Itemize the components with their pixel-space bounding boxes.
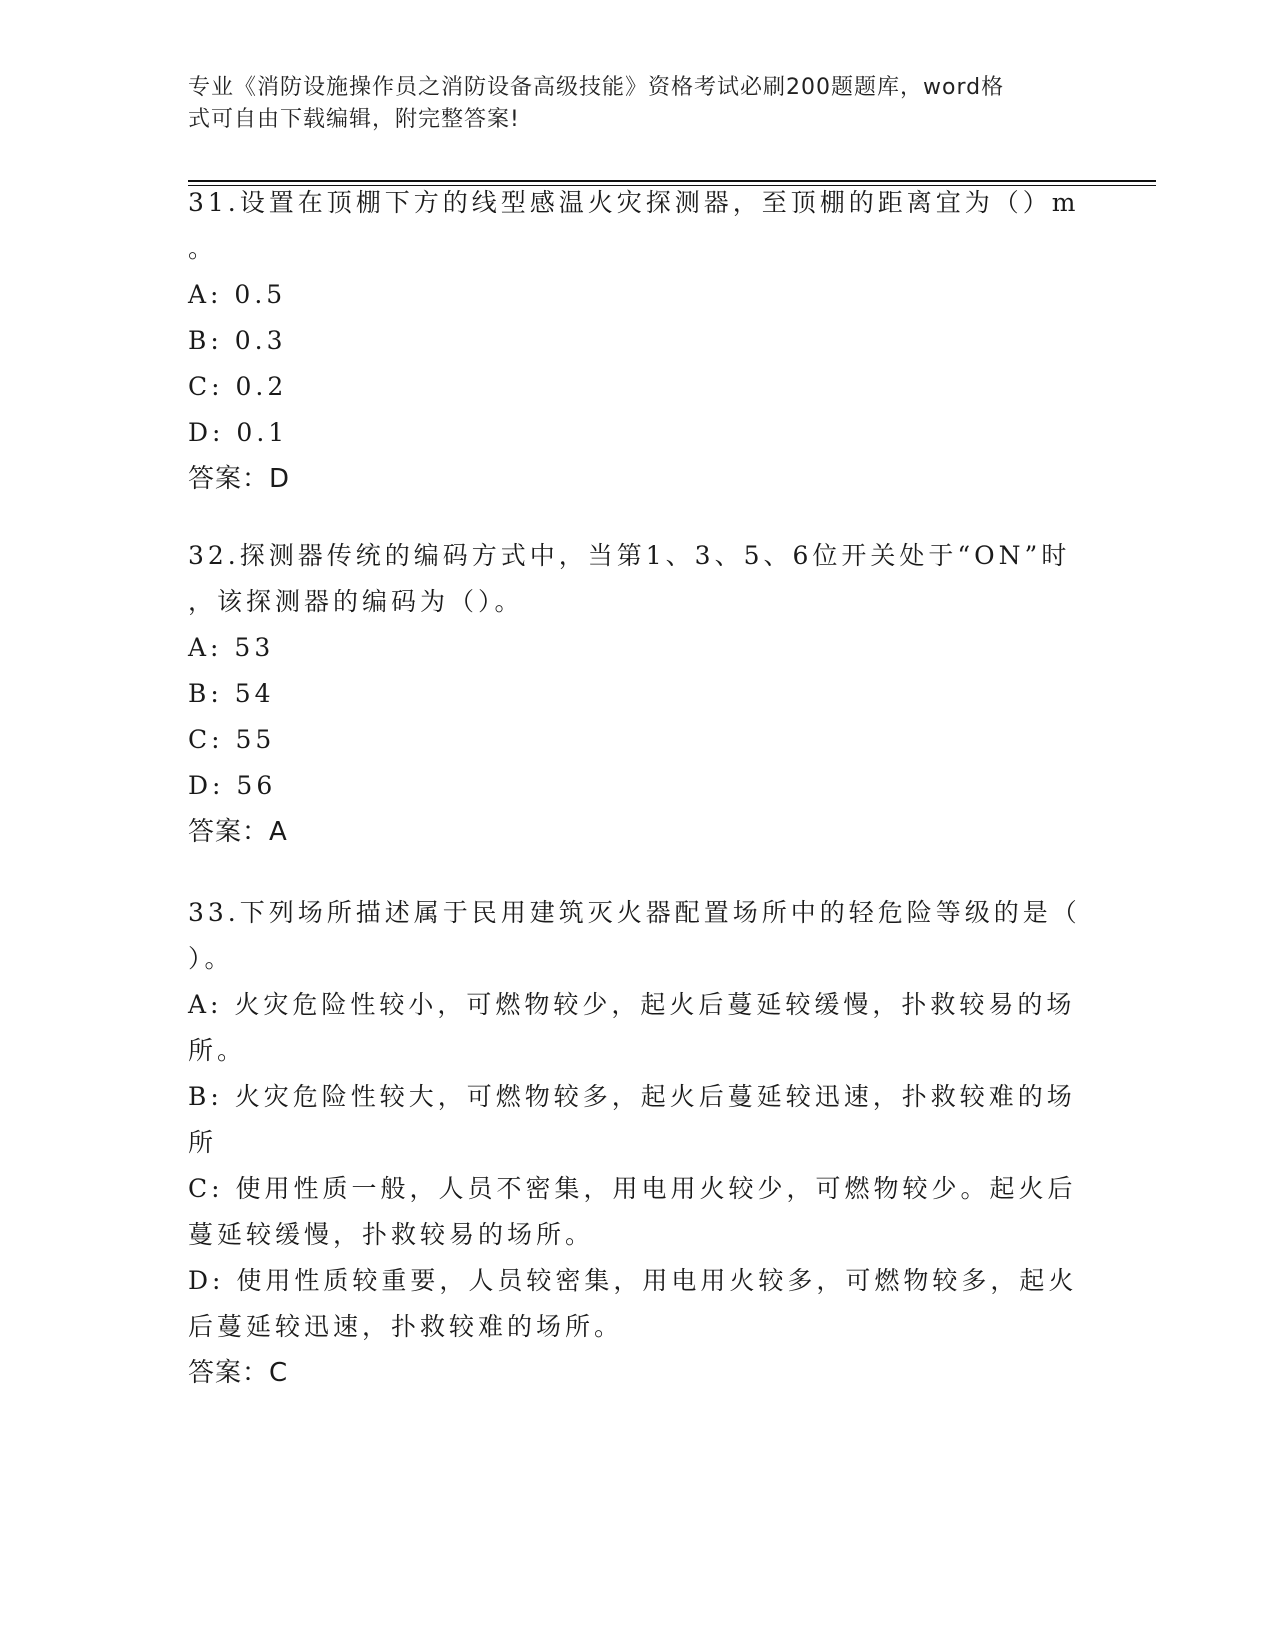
option-d-line-2: 后蔓延较迅速，扑救较难的场所。 (188, 1312, 624, 1341)
option-b-line-1: B: 火灾危险性较大，可燃物较多，起火后蔓延较迅速，扑救较难的场 (188, 1082, 1076, 1111)
header-line-1: 专业《消防设施操作员之消防设备高级技能》资格考试必刷200题题库，word格 (188, 75, 1005, 100)
option-c-line-1: C: 使用性质一般，人员不密集，用电用火较少，可燃物较少。起火后 (188, 1174, 1077, 1203)
header-line-2: 式可自由下载编辑，附完整答案! (188, 107, 520, 132)
option-a: A: 0.5 (188, 280, 287, 309)
option-b: B: 0.3 (188, 326, 287, 355)
answer-label: 答案：C (188, 1358, 289, 1388)
answer-label: 答案：D (188, 464, 291, 494)
option-d: D: 0.1 (188, 418, 289, 447)
question-31 (188, 180, 1088, 502)
question-stem-line-2: ）。 (188, 944, 234, 973)
question-stem-line-1: 31.设置在顶棚下方的线型感温火灾探测器，至顶棚的距离宜为（）m (188, 188, 1080, 217)
option-c: C: 55 (188, 725, 276, 754)
option-a: A: 53 (188, 633, 275, 662)
option-c (188, 1166, 1088, 1258)
option-b (188, 1074, 1088, 1166)
option-c-line-2: 蔓延较缓慢，扑救较易的场所。 (188, 1220, 595, 1249)
question-32 (188, 533, 1088, 855)
question-stem-line-2: 。 (188, 234, 218, 263)
answer-label: 答案：A (188, 817, 288, 847)
option-d-line-1: D: 使用性质较重要，人员较密集，用电用火较多，可燃物较多，起火 (188, 1266, 1078, 1295)
option-b-line-2: 所 (188, 1128, 218, 1157)
option-d: D: 56 (188, 771, 277, 800)
question-stem-line-1: 32.探测器传统的编码方式中，当第1、3、5、6位开关处于“ON”时 (188, 541, 1071, 570)
question-stem-line-2: ，该探测器的编码为（）。 (188, 587, 524, 616)
option-a-line-2: 所。 (188, 1036, 247, 1065)
document-header (188, 72, 1068, 136)
option-a-line-1: A: 火灾危险性较小，可燃物较少，起火后蔓延较缓慢，扑救较易的场 (188, 990, 1076, 1019)
option-a (188, 982, 1088, 1074)
option-b: B: 54 (188, 679, 275, 708)
question-stem-line-1: 33.下列场所描述属于民用建筑灭火器配置场所中的轻危险等级的是（ (188, 898, 1081, 927)
option-c: C: 0.2 (188, 372, 288, 401)
option-d (188, 1258, 1088, 1350)
question-33 (188, 890, 1088, 1396)
